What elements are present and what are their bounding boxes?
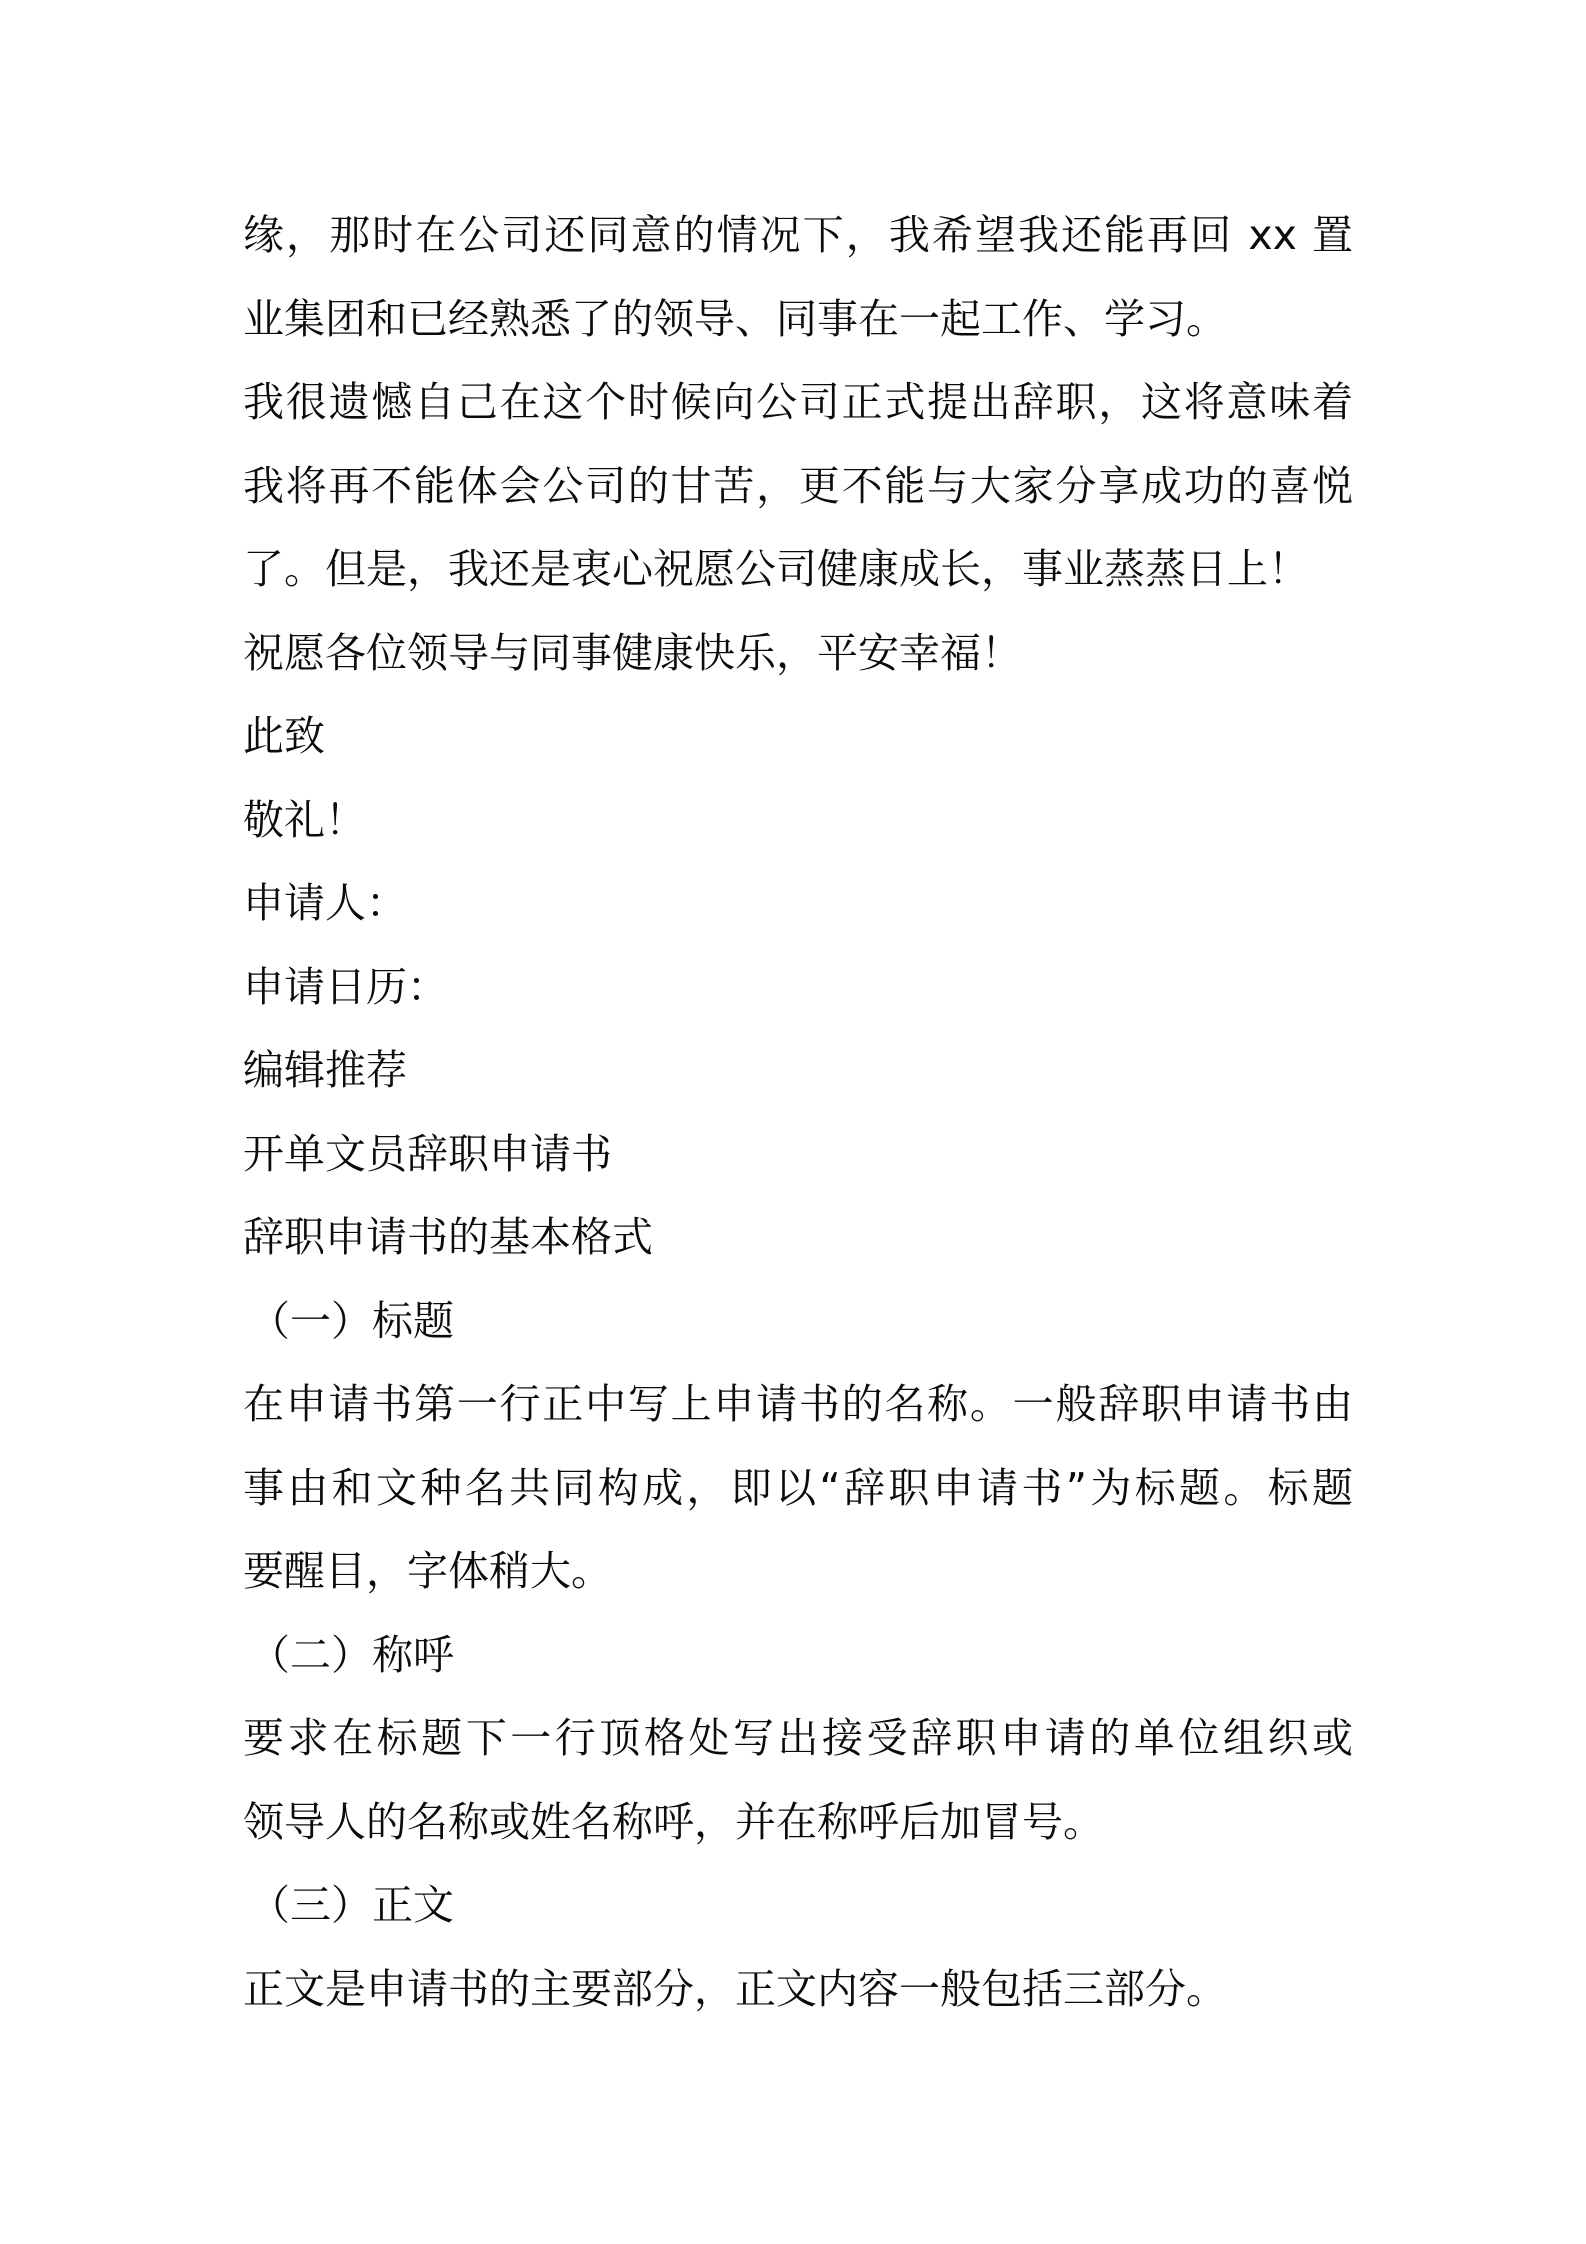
format-heading: 辞职申请书的基本格式 bbox=[243, 1213, 653, 1261]
paragraph-line: 要求在标题下一行顶格处写出接受辞职申请的单位组织或 bbox=[243, 1714, 1353, 1762]
paragraph-line: 要醒目，字体稍大。 bbox=[243, 1547, 612, 1595]
paragraph-line: 事由和文种名共同构成，即以“辞职申请书”为标题。标题 bbox=[243, 1463, 1353, 1512]
paragraph-line: 祝愿各位领导与同事健康快乐，平安幸福！ bbox=[243, 628, 1022, 677]
section-heading-body: （三）正文 bbox=[249, 1881, 454, 1929]
paragraph-line: 我将再不能体会公司的甘苦，更不能与大家分享成功的喜悦 bbox=[243, 461, 1353, 510]
paragraph-line: 缘，那时在公司还同意的情况下，我希望我还能再回 xx 置 bbox=[243, 211, 1353, 259]
paragraph-line: 正文是申请书的主要部分，正文内容一般包括三部分。 bbox=[243, 1964, 1227, 2013]
section-heading-title: （一）标题 bbox=[249, 1296, 454, 1345]
application-date-label: 申请日历： bbox=[243, 962, 448, 1011]
paragraph-line: 业集团和已经熟悉了的领导、同事在一起工作、学习。 bbox=[243, 294, 1227, 343]
paragraph-line: 了。但是，我还是衷心祝愿公司健康成长，事业蒸蒸日上！ bbox=[243, 545, 1309, 593]
paragraph-line: 在申请书第一行正中写上申请书的名称。一般辞职申请书由 bbox=[243, 1380, 1353, 1428]
editor-recommendation-heading: 编辑推荐 bbox=[243, 1046, 407, 1094]
section-heading-salutation: （二）称呼 bbox=[249, 1630, 454, 1679]
closing-regards: 敬礼！ bbox=[243, 795, 366, 844]
paragraph-line: 我很遗憾自己在这个时候向公司正式提出辞职，这将意味着 bbox=[243, 378, 1353, 426]
recommended-article-title: 开单文员辞职申请书 bbox=[243, 1129, 612, 1178]
applicant-label: 申请人： bbox=[243, 879, 407, 927]
paragraph-line: 领导人的名称或姓名称呼，并在称呼后加冒号。 bbox=[243, 1797, 1104, 1846]
closing-salutation: 此致 bbox=[243, 712, 325, 760]
document-body bbox=[243, 194, 1353, 2031]
